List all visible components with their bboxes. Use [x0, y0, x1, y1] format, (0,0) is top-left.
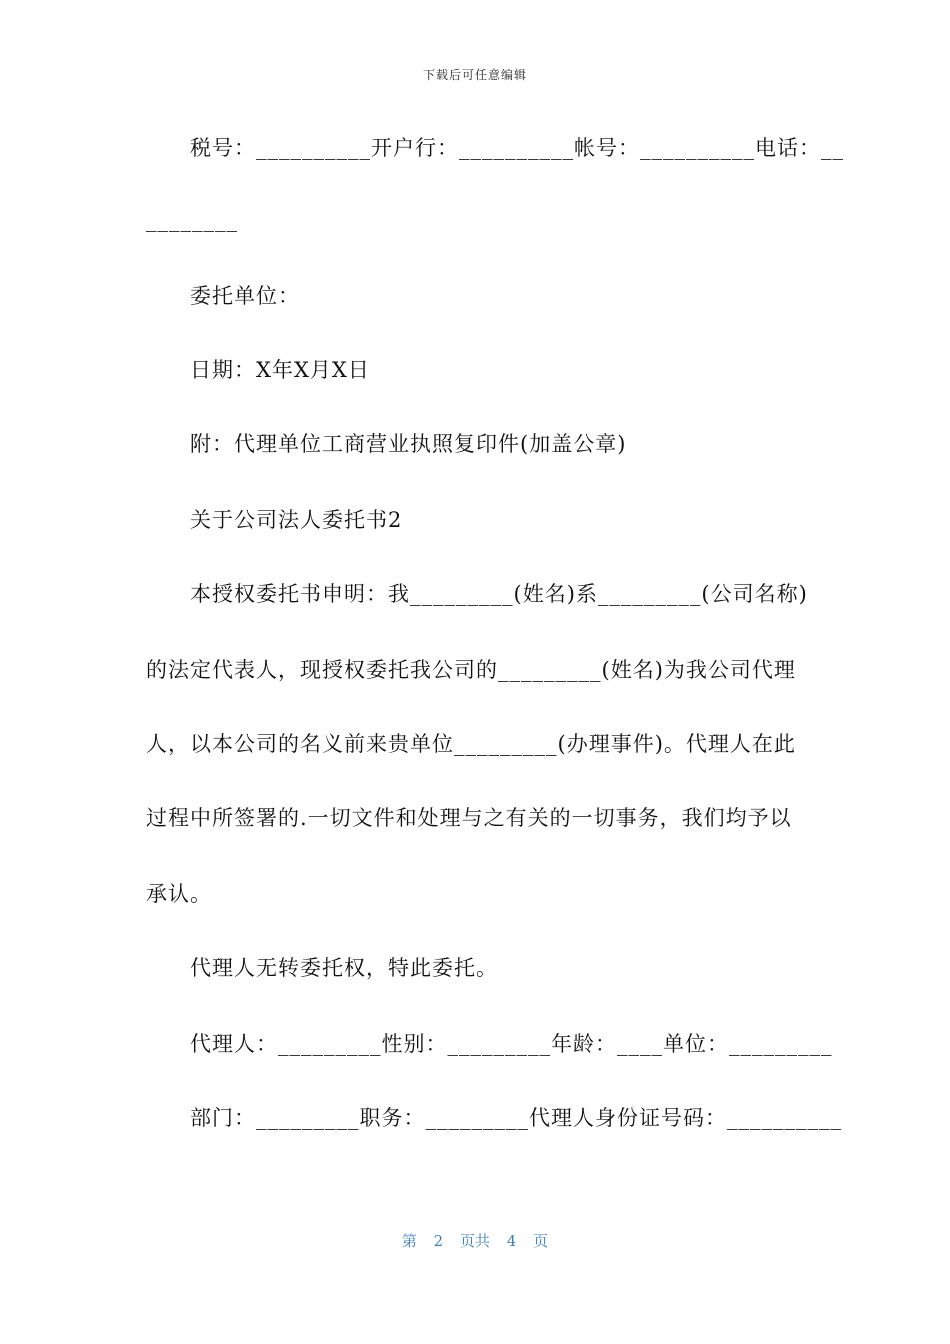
entrusting-unit-line: 委托单位：	[190, 284, 300, 308]
declaration-line-5: 承认。	[146, 882, 212, 906]
phone-continuation-line: ________	[146, 208, 238, 232]
declaration-line-3: 人，以本公司的名义前来贵单位_________(办理事件)。代理人在此	[146, 732, 796, 756]
declaration-line-4: 过程中所签署的.一切文件和处理与之有关的一切事务，我们均予以	[146, 806, 792, 830]
declaration-line-2: 的法定代表人，现授权委托我公司的_________(姓名)为我公司代理	[146, 658, 796, 682]
department-info-line: 部门：_________职务：_________代理人身份证号码：__________	[190, 1106, 842, 1130]
section-title: 关于公司法人委托书2	[190, 508, 403, 532]
declaration-line-1: 本授权委托书申明：我_________(姓名)系_________(公司名称)	[190, 582, 808, 606]
date-line: 日期：X年X月X日	[190, 358, 370, 382]
attachment-line: 附：代理单位工商营业执照复印件(加盖公章)	[190, 432, 627, 456]
no-sub-delegation-line: 代理人无转委托权，特此委托。	[190, 956, 498, 980]
page-footer: 第 2 页共 4 页	[401, 1232, 549, 1250]
agent-info-line: 代理人：_________性别：_________年龄：____单位：_________	[190, 1032, 833, 1056]
page-header: 下载后可任意编辑	[422, 68, 527, 82]
tax-bank-info-line: 税号：__________开户行：__________帐号：__________电话：__	[190, 136, 844, 160]
